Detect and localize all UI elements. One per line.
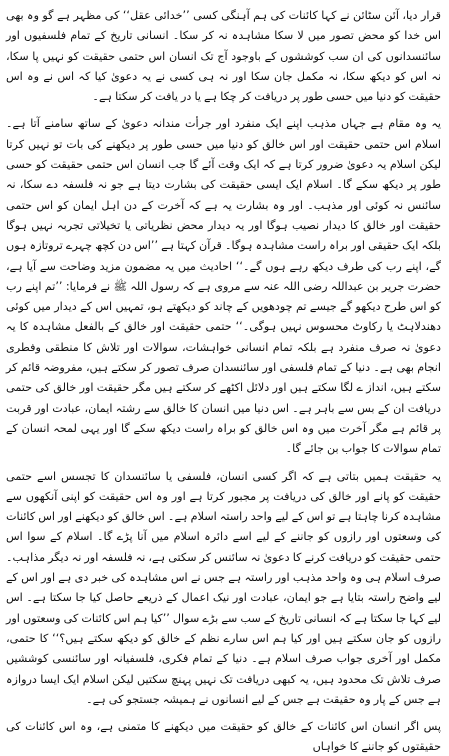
- paragraph: پس اگر انسان اس کائنات کے خالق کو حقیقت میں دیکھنے کا متمنی ہے، وہ اس کائنات کی حقیقتوں کو جاننے کا خواہاں: [6, 720, 441, 754]
- paragraph: یہ حقیقت ہمیں بتاتی ہے کہ اگر کسی انسان، فلسفی یا سائنسدان کا تجسس اسے حتمی حقیقت کو پانے اور خالق کی دریافت پر مجبور کرتا ہے اور وہ اس حقیقت کو اپنی آنکھوں سے مشاہدہ کرنا چاہتا ہے تو اس کے لیے واحد راستہ اسلام ہے۔ اس خالق کو دیکھنے اور اس کائنات کی وسعتوں اور رازوں کو جاننے کے لیے اسے دائرہ اسلام میں آنا پڑے گا۔ اسلام کے سوا اس حتمی حقیقت کو دریافت کرنے کا دعویٰ نہ سائنس کر سکتی ہے، نہ فلسفہ اور نہ دیگر مذاہب۔ صرف اسلام ہی وہ واحد مذہب اور راستہ ہے جس نے اس مشاہدہ کی خبر دی ہے اور اس کے لیے واضح راستہ بتایا ہے جو ایمان، عبادت اور نیک اعمال کے ذریعے حاصل کیا جا سکتا ہے۔ اس لیے کہا جا سکتا ہے کہ انسانی تاریخ کے سب سے بڑے سوال ’’کیا ہم اس کائنات کی وسعتوں اور رازوں کو جان سکتے ہیں اور کیا ہم اس سارے نظم کے خالق کو دیکھ سکتے ہیں؟‘‘ کا حتمی، مکمل اور آخری جواب صرف اسلام ہے۔ دنیا کے تمام فکری، فلسفیانہ اور سائنسی کوششیں صرف تلاش تک محدود ہیں، یہ کبھی دریافت تک نہیں پہنچ سکتیں لیکن اسلام ایک ایسا دروازہ ہے جس کے پار وہ حقیقت ہے جس کے لیے انسانوں نے ہمیشہ جستجو کی ہے۔: [6, 469, 441, 706]
- paragraph: یہ وہ مقام ہے جہاں مذہب اپنے ایک منفرد اور جرأت مندانہ دعویٰ کے ساتھ سامنے آتا ہے۔ اسلام اس حتمی حقیقت اور اس خالق کو دنیا میں حسی طور پر دیکھنے کی بات تو نہیں کرتا لیکن اسلام یہ دعویٰ ضرور کرتا ہے کہ ایک وقت آئے گا جب انسان اس حتمی حقیقت کو حسی طور پر دیکھ سکے گا۔ اسلام ایک ایسی حقیقت کی بشارت دیتا ہے جو نہ فلسفہ دے سکا، نہ سائنس نہ کوئی اور مذہب۔ اور وہ بشارت یہ ہے کہ آخرت کے دن اہل ایمان کو اس حتمی حقیقت اور خالق کا دیدار نصیب ہوگا اور یہ دیدار محض نظریاتی یا تخیلاتی تجربہ نہیں ہوگا بلکہ ایک حقیقی اور براہ راست مشاہدہ ہوگا۔ قرآن کہتا ہے ’’اس دن کچھ چہرے تروتازہ ہوں گے، اپنے رب کی طرف دیکھ رہے ہوں گے۔‘‘ احادیث میں یہ مضمون مزید وضاحت سے آیا ہے، حضرت جریر بن عبداللہ رضی اللہ عنہ سے مروی ہے کہ رسول اللہ ﷺ نے فرمایا: ’’تم اپنے رب کو اس طرح دیکھو گے جیسے تم چودھویں کے چاند کو دیکھتے ہو، تمہیں اس کے دیدار میں کوئی دھندلاہٹ یا رکاوٹ محسوس نہیں ہوگی۔‘‘ حتمی حقیقت اور خالق کے بالفعل مشاہدہ کا یہ دعویٰ نہ صرف منفرد ہے بلکہ تمام انسانی خواہشات، سوالات اور تلاش کا منطقی وفطری انجام بھی ہے۔ دنیا کے تمام فلسفی اور سائنسدان صرف تصور کر سکتے ہیں، مفروضہ قائم کر سکتے ہیں، انداز ے لگا سکتے ہیں اور دلائل اکٹھے کر سکتے ہیں مگر حقیقت اور خالق کی حتمی دریافت ان کے بس سے باہر ہے۔ اس دنیا میں انسان کا خالق سے رشتہ ایمان، عبادت اور قربت پر قائم ہے مگر آخرت میں وہ اس خالق کو براہ راست دیکھ سکے گا اور یہی لمحہ انسان کے تمام سوالات کا جواب بن جائے گا۔: [6, 117, 441, 456]
- paragraph: قرار دیا، آئن سٹائن نے کہا کائنات کی ہم آہنگی کسی ’’خدائی عقل‘‘ کی مظہر ہے گو وہ بھی اس خدا کو محض تصور میں لا سکا مشاہدہ نہ کر سکا۔ انسانی تاریخ کے تمام فلسفیوں اور سائنسدانوں کی ان سب کوششوں کے باوجود آج تک انسان اس حتمی حقیقت کو نہیں پا سکا، نہ اس کو دیکھ سکا، نہ مکمل جان سکا اور نہ ہی کسی نے یہ دعویٰ کیا کہ اس نے وہ اس حقیقت کو دنیا میں حسی طور پر دریافت کر چکا ہے یا در یافت کر سکتا ہے۔: [6, 9, 441, 104]
